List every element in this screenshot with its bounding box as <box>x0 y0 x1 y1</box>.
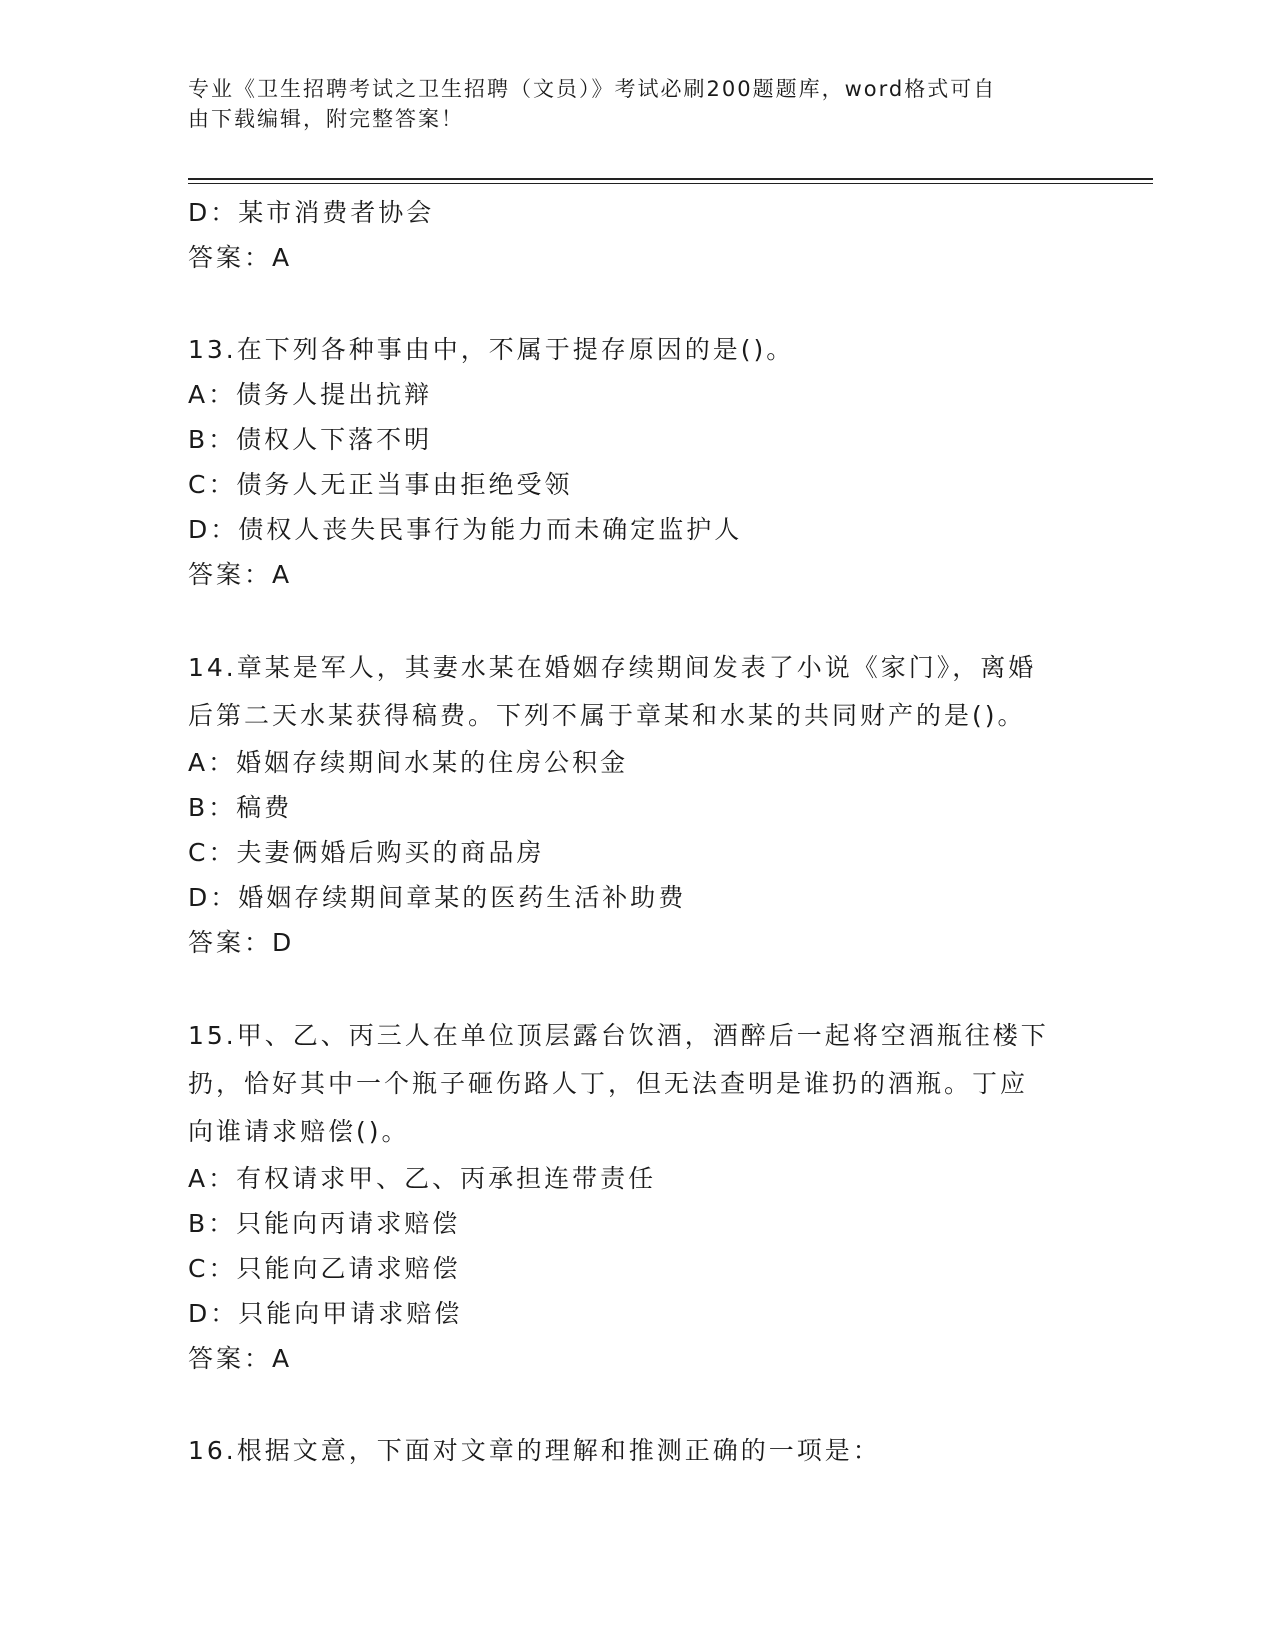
spacer <box>188 966 1078 1012</box>
header-divider-thick <box>188 178 1153 180</box>
question-stem: 16.根据文意，下面对文章的理解和推测正确的一项是： <box>188 1436 881 1465</box>
question-15 <box>188 1012 1078 1382</box>
option-d: D：某市消费者协会 <box>188 198 435 227</box>
question-stem-line-2: 后第二天水某获得稿费。下列不属于章某和水某的共同财产的是()。 <box>188 701 1026 730</box>
question-stem-line-2: 扔，恰好其中一个瓶子砸伤路人丁，但无法查明是谁扔的酒瓶。丁应 <box>188 1069 1029 1098</box>
answer-line: 答案：A <box>188 560 293 589</box>
question-16 <box>188 1428 1078 1473</box>
answer-line: 答案：A <box>188 243 293 272</box>
question-14 <box>188 644 1078 966</box>
option-a: A：债务人提出抗辩 <box>188 380 433 409</box>
spacer <box>188 598 1078 644</box>
option-a: A：有权请求甲、乙、丙承担连带责任 <box>188 1164 657 1193</box>
header-line-2: 由下载编辑，附完整答案！ <box>188 107 464 131</box>
answer-line: 答案：A <box>188 1344 293 1373</box>
header-divider-thin <box>188 183 1153 184</box>
answer-line: 答案：D <box>188 928 295 957</box>
question-stem: 13.在下列各种事由中，不属于提存原因的是()。 <box>188 335 795 364</box>
question-12-tail <box>188 190 1078 281</box>
question-stem-line-1: 14.章某是军人，其妻水某在婚姻存续期间发表了小说《家门》，离婚 <box>188 653 1037 682</box>
option-c: C：夫妻俩婚后购买的商品房 <box>188 838 545 867</box>
option-d: D：婚姻存续期间章某的医药生活补助费 <box>188 883 687 912</box>
question-stem-line-1: 15.甲、乙、丙三人在单位顶层露台饮酒，酒醉后一起将空酒瓶往楼下 <box>188 1021 1049 1050</box>
question-13 <box>188 327 1078 598</box>
question-list <box>188 190 1078 1473</box>
option-d: D：债权人丧失民事行为能力而未确定监护人 <box>188 515 743 544</box>
question-stem-line-3: 向谁请求赔偿()。 <box>188 1117 410 1146</box>
option-c: C：债务人无正当事由拒绝受领 <box>188 470 573 499</box>
spacer <box>188 1382 1078 1428</box>
option-b: B：稿费 <box>188 793 293 822</box>
header-line-1: 专业《卫生招聘考试之卫生招聘（文员）》考试必刷200题题库，word格式可自 <box>188 77 997 101</box>
option-a: A：婚姻存续期间水某的住房公积金 <box>188 748 629 777</box>
option-d: D：只能向甲请求赔偿 <box>188 1299 463 1328</box>
spacer <box>188 281 1078 327</box>
option-c: C：只能向乙请求赔偿 <box>188 1254 461 1283</box>
option-b: B：只能向丙请求赔偿 <box>188 1209 461 1238</box>
document-header <box>188 74 1068 134</box>
option-b: B：债权人下落不明 <box>188 425 433 454</box>
